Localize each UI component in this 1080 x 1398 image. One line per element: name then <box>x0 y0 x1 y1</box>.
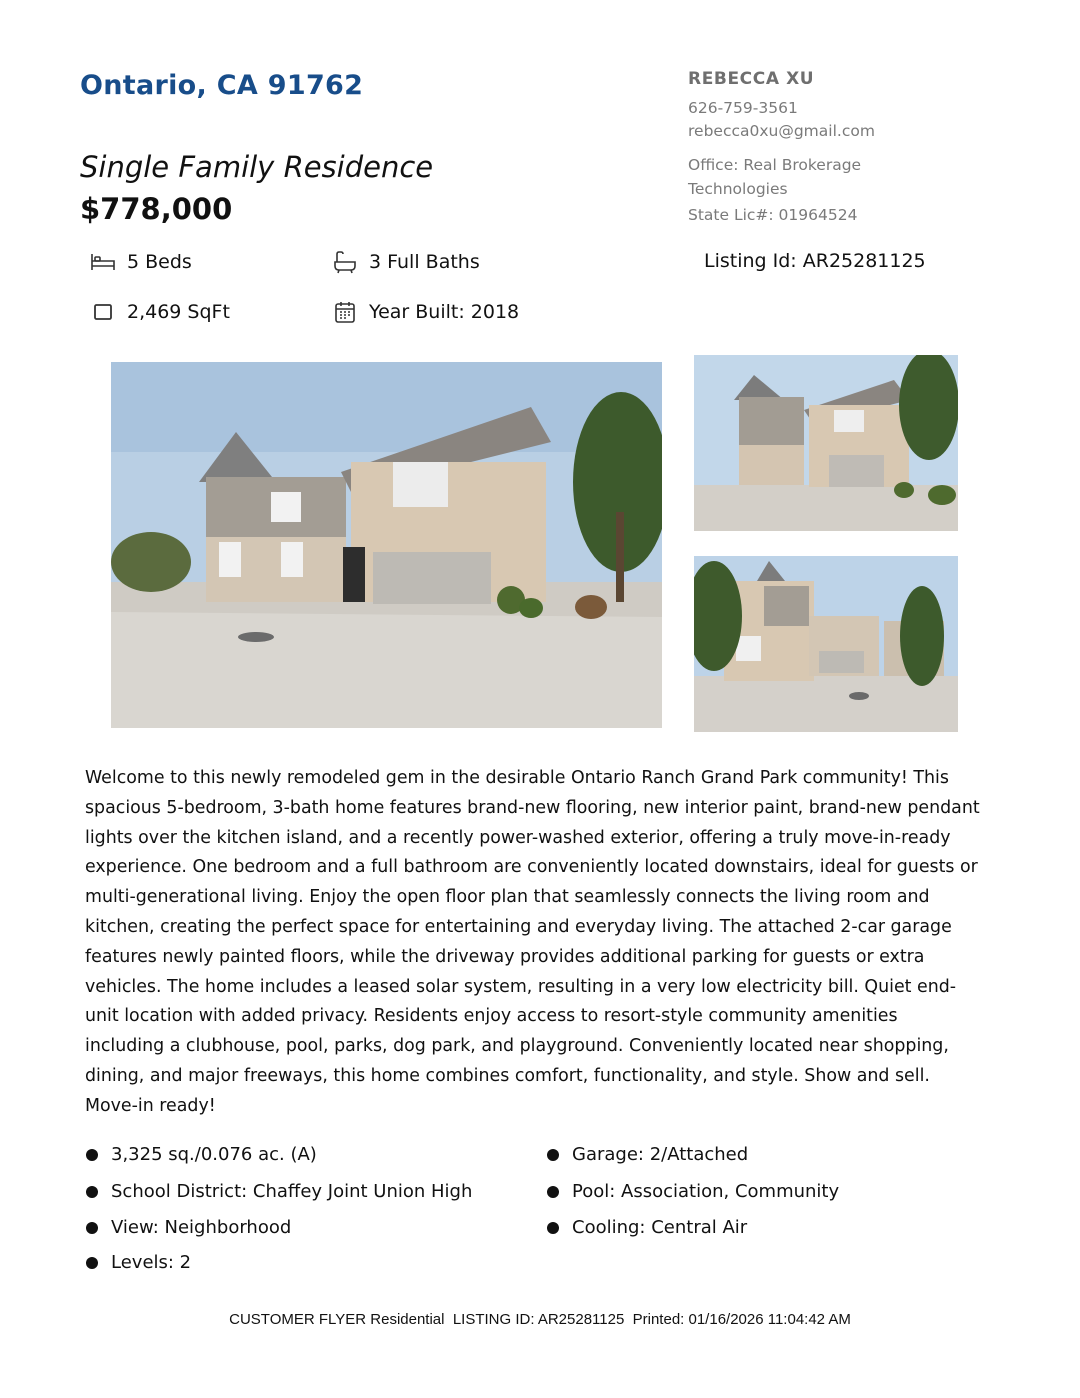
property-type: Single Family Residence <box>80 150 434 184</box>
fact-beds-label: 5 Beds <box>127 251 192 273</box>
property-description: Welcome to this newly remodeled gem in the desirable Ontario Ranch Grand Park community! This spacious 5-bedroom, 3-bath home features brand-new flooring, new interior paint, brand-new pendant lights over the kitchen island, and a recently power-washed exterior, offering a truly move-in-ready experience. One bedroom and a full bathroom are conveniently located downstairs, ideal for guests or multi-generational living. Enjoy the open floor plan that seamlessly connects the living room and kitchen, creating the perfect space for entertaining and everyday living. The attached 2-car garage features newly painted floors, while the driveway provides additional parking for guests or extra vehicles. The home includes a leased solar system, resulting in a very low electricity bill. Quiet end-unit location with added privacy. Residents enjoy access to resort-style community amenities including a clubhouse, pool, parks, dog park, and playground. Conveniently located near shopping, dining, and major freeways, this home combines comfort, functionality, and style. Show and sell. Move-in ready! <box>85 768 980 1116</box>
fact-sqft-label: 2,469 SqFt <box>127 301 230 323</box>
fact-year-built <box>332 300 519 324</box>
bullet-dot <box>86 1149 98 1161</box>
main-house-photo <box>111 362 662 728</box>
fact-sqft <box>90 300 230 324</box>
feature-pool-text: Pool: Association, Community <box>572 1181 840 1202</box>
feature-pool <box>547 1181 839 1202</box>
bullet-dot <box>547 1186 559 1198</box>
location-heading: Ontario, CA 91762 <box>80 70 364 101</box>
feature-levels-text: Levels: 2 <box>111 1252 192 1273</box>
fact-baths <box>332 250 480 274</box>
feature-view-text: View: Neighborhood <box>111 1217 292 1238</box>
feature-levels <box>86 1252 191 1273</box>
fact-year-built-label: Year Built: 2018 <box>369 301 520 323</box>
feature-garage <box>547 1144 748 1165</box>
feature-lot-size-text: 3,325 sq./0.076 ac. (A) <box>111 1144 317 1165</box>
listing-price: $778,000 <box>80 192 233 226</box>
feature-garage-text: Garage: 2/Attached <box>572 1144 749 1165</box>
feature-school-district-text: School District: Chaffey Joint Union High <box>111 1181 473 1202</box>
agent-name: REBECCA XU <box>688 69 815 89</box>
bullet-dot <box>86 1257 98 1269</box>
bullet-dot <box>86 1186 98 1198</box>
fact-beds <box>90 250 192 274</box>
agent-email: rebecca0xu@gmail.com <box>688 122 875 140</box>
side-house-photo-2 <box>694 556 958 732</box>
agent-office: Office: Real Brokerage Technologies <box>688 156 862 198</box>
calendar-icon <box>332 300 358 324</box>
feature-lot-size <box>86 1144 317 1165</box>
bathtub-icon <box>332 250 358 274</box>
feature-cooling <box>547 1217 747 1238</box>
feature-view <box>86 1217 291 1238</box>
bed-icon <box>90 250 116 274</box>
feature-school-district <box>86 1181 472 1202</box>
bullet-dot <box>86 1222 98 1234</box>
fact-baths-label: 3 Full Baths <box>369 251 480 273</box>
feature-cooling-text: Cooling: Central Air <box>572 1217 748 1238</box>
listing-id: Listing Id: AR25281125 <box>704 250 926 272</box>
print-footer: CUSTOMER FLYER Residential LISTING ID: AR25281125 Printed: 01/16/2026 11:04:42 AM <box>229 1311 851 1328</box>
agent-phone: 626-759-3561 <box>688 99 798 117</box>
side-house-photo-1 <box>694 355 958 531</box>
agent-license: State Lic#: 01964524 <box>688 206 858 224</box>
bullet-dot <box>547 1222 559 1234</box>
bullet-dot <box>547 1149 559 1161</box>
square-icon <box>90 300 116 324</box>
